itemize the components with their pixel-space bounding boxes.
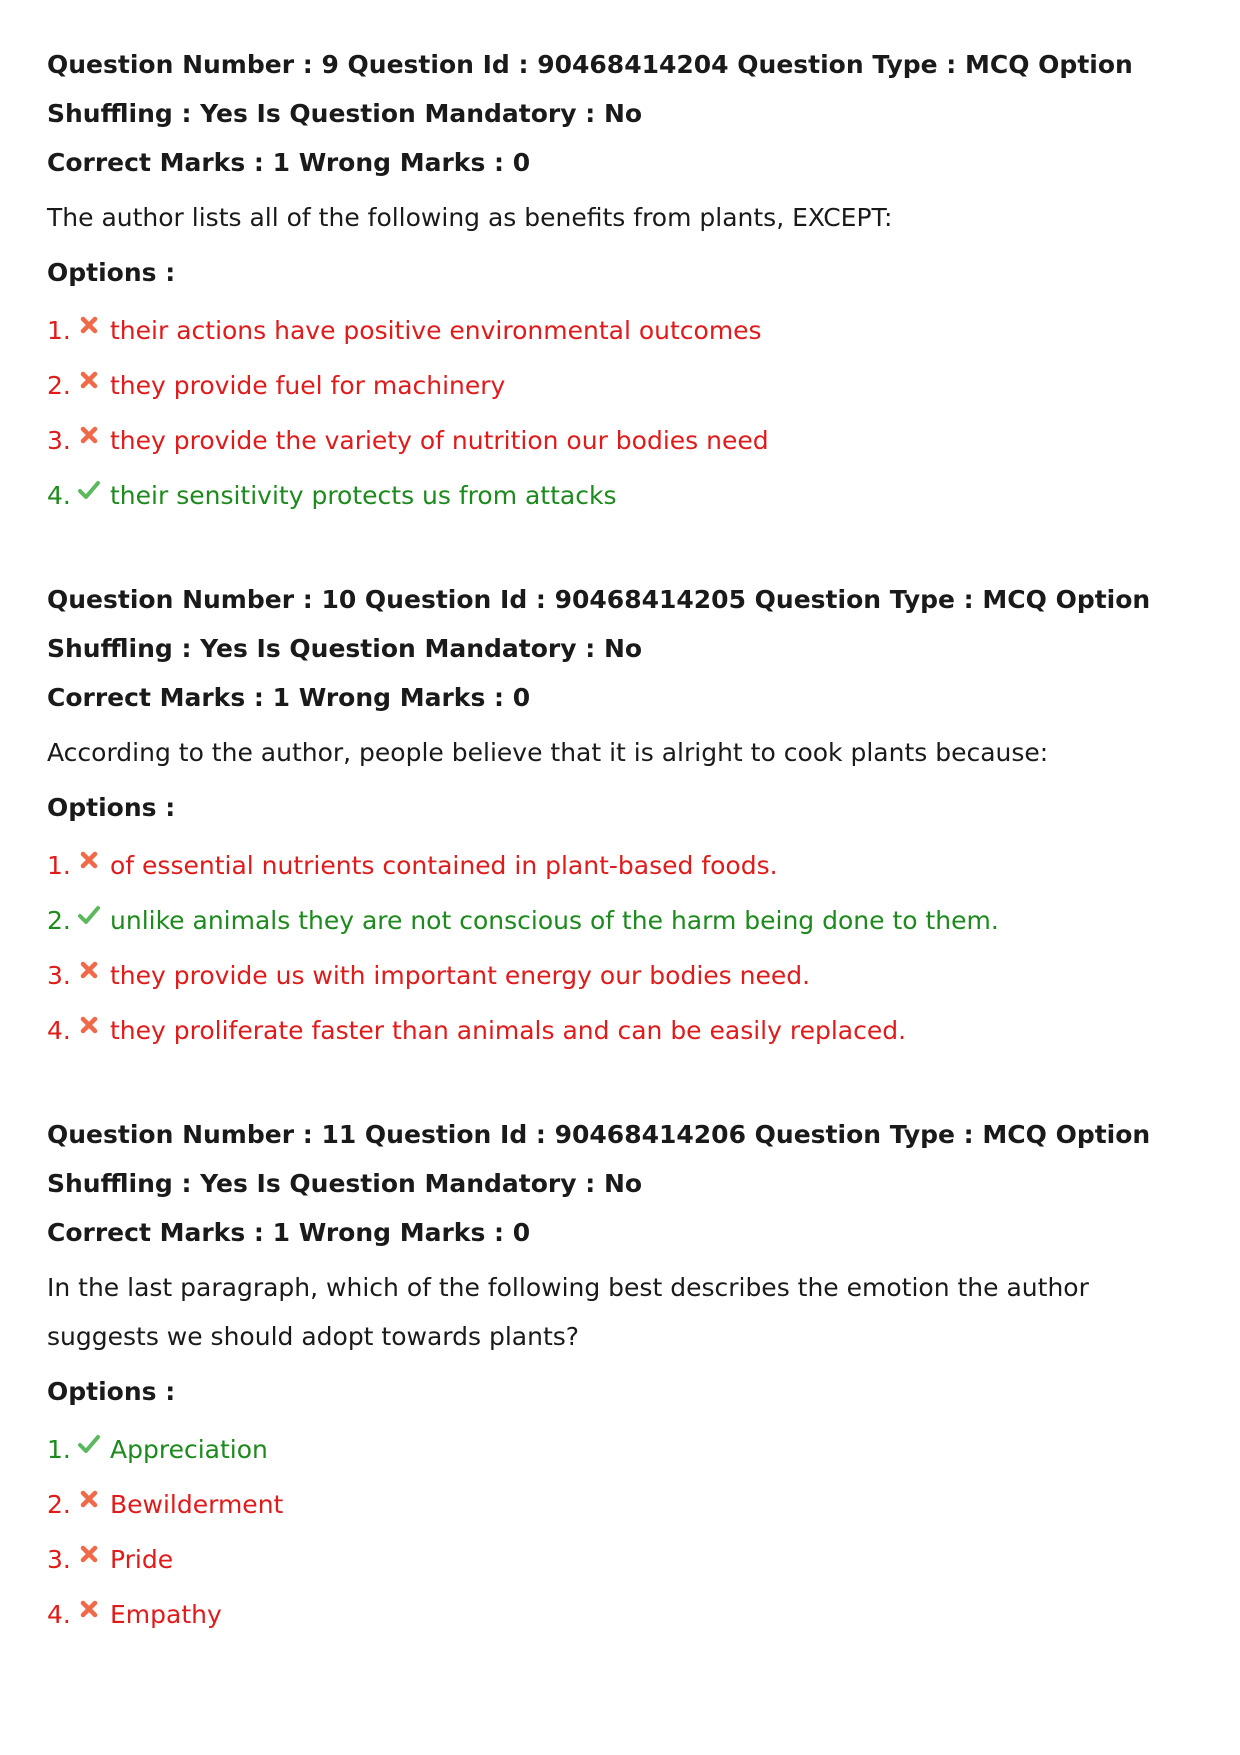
question-text: According to the author, people believe that it is alright to cook plants because: bbox=[47, 738, 1049, 767]
cross-icon bbox=[77, 958, 101, 982]
option-number: 2. bbox=[47, 906, 71, 935]
cross-icon bbox=[77, 368, 101, 392]
option-text: Bewilderment bbox=[110, 1490, 284, 1519]
option-text: Empathy bbox=[110, 1600, 222, 1629]
cross-icon bbox=[77, 1487, 101, 1511]
option-number: 1. bbox=[47, 316, 71, 345]
option-text: they provide fuel for machinery bbox=[110, 371, 506, 400]
option-number: 2. bbox=[47, 1490, 71, 1519]
option-text: their actions have positive environmental outcomes bbox=[110, 316, 762, 345]
check-icon bbox=[77, 1432, 101, 1456]
question-block bbox=[47, 575, 1210, 1058]
option-number: 3. bbox=[47, 1545, 71, 1574]
cross-icon bbox=[77, 848, 101, 872]
question-text: In the last paragraph, which of the following best describes the emotion the author suggests we should adopt towards plants? bbox=[47, 1273, 1089, 1351]
options-label: Options : bbox=[47, 258, 176, 287]
option-text: their sensitivity protects us from attacks bbox=[110, 481, 617, 510]
cross-icon bbox=[77, 313, 101, 337]
option-item bbox=[47, 468, 1210, 523]
question-text: The author lists all of the following as benefits from plants, EXCEPT: bbox=[47, 203, 893, 232]
option-item bbox=[47, 413, 1210, 468]
cross-icon bbox=[77, 1597, 101, 1621]
option-item bbox=[47, 1532, 1210, 1587]
question-header: Question Number : 10 Question Id : 90468414205 Question Type : MCQ Option Shuffling : Yes Is Question Mandatory : No bbox=[47, 585, 1151, 663]
option-number: 1. bbox=[47, 851, 71, 880]
option-number: 3. bbox=[47, 961, 71, 990]
option-item bbox=[47, 303, 1210, 358]
question-marks: Correct Marks : 1 Wrong Marks : 0 bbox=[47, 148, 531, 177]
option-number: 1. bbox=[47, 1435, 71, 1464]
question-block bbox=[47, 1110, 1210, 1642]
options-list bbox=[47, 303, 1210, 523]
question-block bbox=[47, 40, 1210, 523]
check-icon bbox=[77, 478, 101, 502]
cross-icon bbox=[77, 1542, 101, 1566]
option-text: they provide us with important energy our bodies need. bbox=[110, 961, 811, 990]
option-number: 4. bbox=[47, 1600, 71, 1629]
option-item bbox=[47, 948, 1210, 1003]
option-number: 3. bbox=[47, 426, 71, 455]
option-item bbox=[47, 838, 1210, 893]
option-text: Appreciation bbox=[110, 1435, 268, 1464]
option-item bbox=[47, 1422, 1210, 1477]
option-number: 4. bbox=[47, 1016, 71, 1045]
option-text: they provide the variety of nutrition our bodies need bbox=[110, 426, 769, 455]
options-label: Options : bbox=[47, 793, 176, 822]
option-text: Pride bbox=[110, 1545, 174, 1574]
option-number: 4. bbox=[47, 481, 71, 510]
options-label: Options : bbox=[47, 1377, 176, 1406]
options-list bbox=[47, 838, 1210, 1058]
option-text: they proliferate faster than animals and can be easily replaced. bbox=[110, 1016, 907, 1045]
question-marks: Correct Marks : 1 Wrong Marks : 0 bbox=[47, 1218, 531, 1247]
cross-icon bbox=[77, 423, 101, 447]
check-icon bbox=[77, 903, 101, 927]
question-header: Question Number : 9 Question Id : 90468414204 Question Type : MCQ Option Shuffling : Yes Is Question Mandatory : No bbox=[47, 50, 1133, 128]
question-marks: Correct Marks : 1 Wrong Marks : 0 bbox=[47, 683, 531, 712]
option-number: 2. bbox=[47, 371, 71, 400]
question-header: Question Number : 11 Question Id : 90468414206 Question Type : MCQ Option Shuffling : Yes Is Question Mandatory : No bbox=[47, 1120, 1151, 1198]
option-item bbox=[47, 1477, 1210, 1532]
option-item bbox=[47, 358, 1210, 413]
option-text: of essential nutrients contained in plant-based foods. bbox=[110, 851, 778, 880]
options-list bbox=[47, 1422, 1210, 1642]
cross-icon bbox=[77, 1013, 101, 1037]
option-item bbox=[47, 1587, 1210, 1642]
option-text: unlike animals they are not conscious of the harm being done to them. bbox=[110, 906, 999, 935]
option-item bbox=[47, 893, 1210, 948]
option-item bbox=[47, 1003, 1210, 1058]
